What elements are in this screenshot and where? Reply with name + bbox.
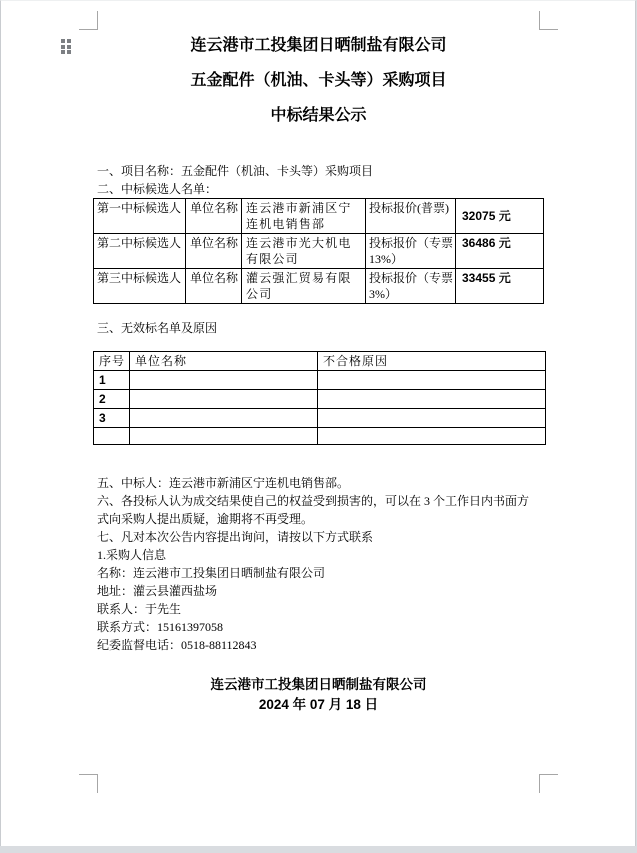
table-row (94, 199, 544, 234)
table-row (94, 390, 546, 409)
seq-cell: 3 (94, 409, 130, 428)
seq-cell (94, 428, 130, 445)
unit-cell (130, 390, 318, 409)
reason-cell (318, 409, 546, 428)
reason-cell (318, 390, 546, 409)
col-header-unit: 单位名称 (130, 352, 318, 371)
table-row (94, 409, 546, 428)
purchaser-contact-person: 联系人：于先生 (97, 602, 182, 616)
candidate-rank: 第二中标候选人 (94, 234, 186, 269)
table-row (94, 269, 544, 304)
section-project-name: 一、项目名称：五金配件（机油、卡头等）采购项目 (97, 164, 374, 178)
drag-handle-icon[interactable] (61, 39, 71, 54)
section-winner: 五、中标人：连云港市新浦区宁连机电销售部。 (97, 476, 350, 490)
price-value: 33455 元 (456, 269, 544, 304)
section-objection: 六、各投标人认为成交结果使自己的权益受到损害的，可以在 3 个工作日内书面方式向采购人提出质疑，逾期将不再受理。 (97, 494, 530, 526)
margin-crop-mark-bottom-right (539, 774, 558, 793)
reason-cell (318, 428, 546, 445)
doc-title-result: 中标结果公示 (270, 107, 367, 124)
candidates-table (93, 198, 544, 304)
margin-crop-mark-top-left (79, 11, 98, 30)
price-label: 投标报价(普票) (366, 199, 456, 234)
seq-cell: 2 (94, 390, 130, 409)
invalid-bids-table (93, 351, 546, 445)
price-value: 32075 元 (456, 199, 544, 234)
candidate-rank: 第一中标候选人 (94, 199, 186, 234)
section-contact-intro: 七、凡对本次公告内容提出询问，请按以下方式联系 (97, 530, 374, 544)
table-header-row (94, 352, 546, 371)
unit-cell (130, 371, 318, 390)
purchaser-info-heading: 1.采购人信息 (97, 548, 167, 562)
document-body (97, 1, 540, 715)
section-candidates-heading: 二、中标候选人名单： (97, 182, 218, 196)
table-row (94, 371, 546, 390)
price-value: 36486 元 (456, 234, 544, 269)
doc-title-project: 五金配件（机油、卡头等）采购项目 (190, 72, 447, 89)
unit-name-label: 单位名称 (186, 199, 242, 234)
candidate-rank: 第三中标候选人 (94, 269, 186, 304)
purchaser-address: 地址：灌云县灌西盐场 (97, 584, 218, 598)
seq-cell: 1 (94, 371, 130, 390)
price-label: 投标报价（专票13%） (366, 234, 456, 269)
col-header-reason: 不合格原因 (318, 352, 546, 371)
purchaser-phone: 联系方式：15161397058 (97, 620, 224, 634)
unit-name-label: 单位名称 (186, 234, 242, 269)
unit-cell (130, 428, 318, 445)
col-header-seq: 序号 (94, 352, 130, 371)
footer-company-signature: 连云港市工投集团日晒制盐有限公司 (210, 677, 427, 692)
candidate-company: 连云港市新浦区宁连机电销售部 (242, 199, 366, 234)
table-row (94, 234, 544, 269)
unit-cell (130, 409, 318, 428)
unit-name-label: 单位名称 (186, 269, 242, 304)
purchaser-name: 名称：连云港市工投集团日晒制盐有限公司 (97, 566, 326, 580)
section-invalid-heading: 三、无效标名单及原因 (97, 321, 218, 335)
price-label: 投标报价（专票3%） (366, 269, 456, 304)
candidate-company: 连云港市光大机电有限公司 (242, 234, 366, 269)
footer-date: 2024 年 07 月 18 日 (258, 697, 379, 712)
doc-title-company: 连云港市工投集团日晒制盐有限公司 (190, 37, 447, 54)
table-row (94, 428, 546, 445)
discipline-supervision-phone: 纪委监督电话：0518-88112843 (97, 638, 257, 652)
reason-cell (318, 371, 546, 390)
margin-crop-mark-top-right (539, 11, 558, 30)
candidate-company: 灌云强汇贸易有限公司 (242, 269, 366, 304)
margin-crop-mark-bottom-left (79, 774, 98, 793)
